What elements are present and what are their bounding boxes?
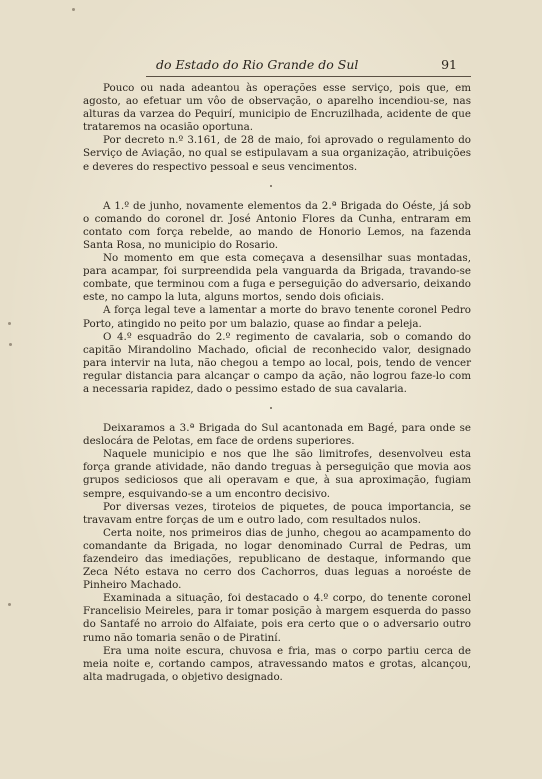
- paragraph: Deixaramos a 3.ª Brigada do Sul acantonada em Bagé, para onde se deslocára de Pelotas, em face de ordens superiores.: [83, 422, 471, 448]
- paper-speck: [9, 343, 12, 346]
- paragraph: No momento em que esta começava a desensilhar suas montadas, para acampar, foi surpreendida pela vanguarda da Brigada, travando-se combate, que terminou com a fuga e perseguição do adversario, deixando este, no campo la luta, alguns mortos, sendo dois oficiais.: [83, 252, 471, 304]
- running-title: do Estado do Rio Grande do Sul: [156, 57, 359, 72]
- page-number: 91: [441, 57, 457, 72]
- section-break: [83, 174, 471, 200]
- body-text: [83, 82, 471, 684]
- paragraph: Era uma noite escura, chuvosa e fria, mas o corpo partiu cerca de meia noite e, cortando campos, atravessando matos e grotas, alcançou, alta madrugada, o objetivo designado.: [83, 644, 471, 683]
- paper-speck: [8, 603, 11, 606]
- separator-dot: [270, 185, 272, 187]
- paragraph: Naquele municipio e nos que lhe são limitrofes, desenvolveu esta força grande atividade, não dando treguas à perseguição que movia aos grupos sediciosos que ali operavam e que, à sua aproximação, fugiam sempre, esquivando-se a um encontro decisivo.: [83, 448, 471, 500]
- paragraph: A força legal teve a lamentar a morte do bravo tenente coronel Pedro Porto, atingido no peito por um balazio, quase ao findar a peleja.: [83, 304, 471, 330]
- paragraph: Certa noite, nos primeiros dias de junho, chegou ao acampamento do comandante da Brigada, no logar denominado Curral de Pedras, um fazendeiro das imediações, republicano de destaque, informando que Zeca Néto estava no cerro dos Cachorros, duas leguas a noroéste de Pinheiro Machado.: [83, 526, 471, 592]
- paragraph: Examinada a situação, foi destacado o 4.º corpo, do tenente coronel Francelisio Meireles, para ir tomar posição à margem esquerda do passo do Santafé no arroio do Alfaiate, pois era certo que o o adversario outro rumo não tomaria senão o de Piratiní.: [83, 592, 471, 644]
- paragraph: Por diversas vezes, tiroteios de piquetes, de pouca importancia, se travavam entre forças de um e outro lado, com resultados nulos.: [83, 500, 471, 526]
- separator-dot: [270, 407, 272, 409]
- paragraph: O 4.º esquadrão do 2.º regimento de cavalaria, sob o comando do capitão Mirandolino Machado, oficial de reconhecido valor, designado para intervir na luta, não chegou a tempo ao local, pois, tendo de vencer regular distancia para alcançar o campo da ação, não logrou faze-lo com a necessaria rapidez, dado o pessimo estado de sua cavalaria.: [83, 330, 471, 395]
- paragraph: Pouco ou nada adeantou às operações esse serviço, pois que, em agosto, ao efetuar um vôo de observação, o aparelho incendiou-se, nas alturas da varzea do Pequirí, municipio de Encruzilhada, acidente de que trataremos na ocasião oportuna.: [83, 82, 471, 134]
- paper-speck: [72, 8, 75, 11]
- paper-speck: [8, 322, 11, 325]
- paragraph: Por decreto n.º 3.161, de 28 de maio, foi aprovado o regulamento do Serviço de Aviação, no qual se estipulavam a sua organização, atribuições e deveres do respectivo pessoal e seus vencimentos.: [83, 134, 471, 173]
- section-break: [83, 396, 471, 422]
- paragraph: A 1.º de junho, novamente elementos da 2.ª Brigada do Oéste, já sob o comando do coronel dr. José Antonio Flores da Cunha, entraram em contato com força rebelde, ao mando de Honorio Lemos, na fazenda Santa Rosa, no municipio do Rosario.: [83, 199, 471, 251]
- page-header: [146, 56, 471, 77]
